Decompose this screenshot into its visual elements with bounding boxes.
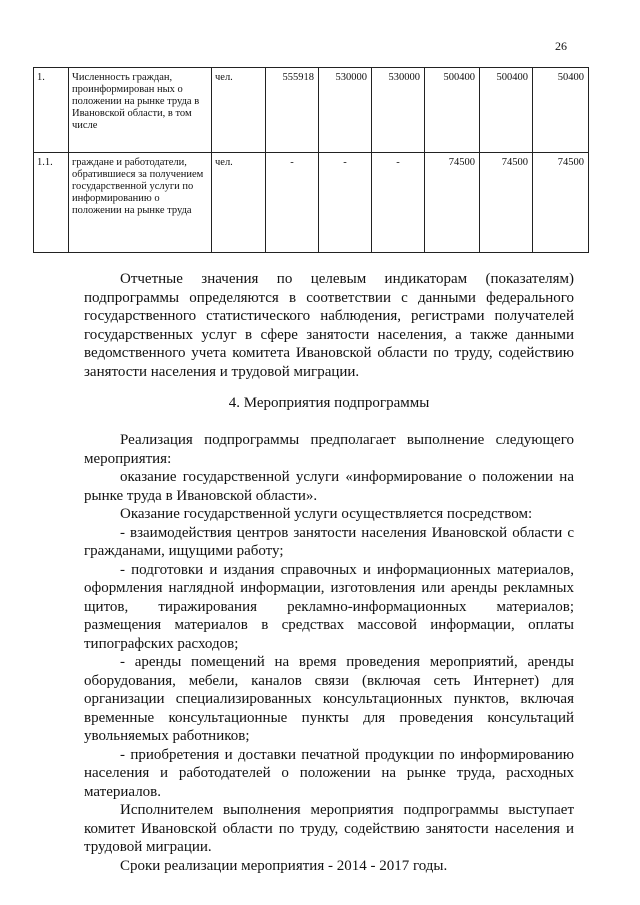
body-text-main — [84, 431, 574, 875]
value-cell: 500400 — [425, 68, 480, 153]
value-cell: 50400 — [533, 68, 589, 153]
value-cell: 74500 — [533, 153, 589, 253]
value-cell: 530000 — [319, 68, 372, 153]
value-cell: 555918 — [266, 68, 319, 153]
row-unit-cell: чел. — [212, 153, 266, 253]
row-name-cell: Численность граждан, проинформирован ных о положении на рынке труда в Ивановской области, в том числе — [69, 68, 212, 153]
row-name-cell: граждане и работодатели, обратившиеся за получением государственной услуги по информированию о положении на рынке труда — [69, 153, 212, 253]
row-unit-cell: чел. — [212, 68, 266, 153]
value-cell: - — [266, 153, 319, 253]
page-number: 26 — [555, 39, 567, 53]
section-heading-block — [84, 394, 574, 413]
list-item: - подготовки и издания справочных и информационных материалов, оформления наглядной информации, изготовления или аренды рекламных щитов, тиражирования рекламно-информационных материалов; размещения материалов в средствах массовой информации, оплаты типографских расходов; — [84, 561, 574, 652]
list-item: - аренды помещений на время проведения мероприятий, аренды оборудования, мебели, каналов связи (включая сеть Интернет) для организации специализированных консультационных пунктов, включая временные консультационные пункты для проведения консультаций увольняемых работников; — [84, 654, 574, 744]
paragraph-service: оказание государственной услуги «информирование о положении на рынке труда в Ивановской области». — [84, 469, 574, 504]
value-cell: - — [372, 153, 425, 253]
paragraph-implementation: Реализация подпрограммы предполагает выполнение следующего мероприятия: — [84, 432, 574, 467]
indicators-table — [33, 67, 589, 253]
paragraph-reporting-values: Отчетные значения по целевым индикаторам (показателям) подпрограммы определяются в соответствии с данными федерального государственного статистического наблюдения, регистрами получателей государственных услуг в сфере занятости населения, а также данными ведомственного учета комитета Ивановской области по труду, содействию занятости населения и трудовой миграции. — [84, 271, 574, 380]
value-cell: 74500 — [480, 153, 533, 253]
paragraph-means-intro: Оказание государственной услуги осуществляется посредством: — [120, 506, 533, 522]
value-cell: - — [319, 153, 372, 253]
paragraph-timeline: Сроки реализации мероприятия - 2014 - 2017 годы. — [120, 857, 448, 874]
value-cell: 530000 — [372, 68, 425, 153]
value-cell: 500400 — [480, 68, 533, 153]
table-row — [34, 153, 589, 253]
paragraph-executor: Исполнителем выполнения мероприятия подпрограммы выступает комитет Ивановской области по труду, содействию занятости населения и трудовой миграции. — [84, 802, 574, 855]
row-id-cell: 1.1. — [34, 153, 69, 253]
list-item: - взаимодействия центров занятости населения Ивановской области с гражданами, ищущими работу; — [84, 524, 574, 559]
body-text-top — [84, 270, 574, 381]
value-cell: 74500 — [425, 153, 480, 253]
list-item: - приобретения и доставки печатной продукции по информированию населения и работодателей о положении на рынке труда, расходных материалов. — [84, 746, 574, 800]
row-id-cell: 1. — [34, 68, 69, 153]
table-row — [34, 68, 589, 153]
section-heading: 4. Мероприятия подпрограммы — [228, 395, 430, 411]
